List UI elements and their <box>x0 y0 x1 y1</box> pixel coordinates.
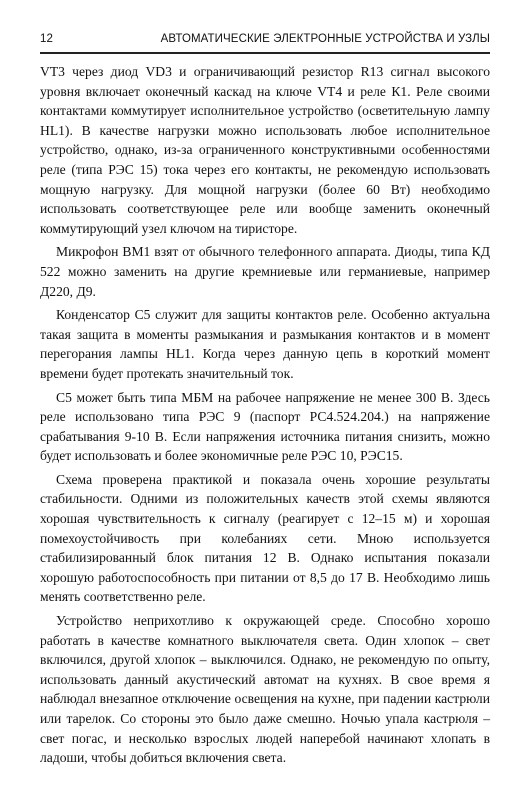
body-text <box>40 62 490 768</box>
paragraph-relay-type: С5 может быть типа МБМ на рабочее напряжение не менее 300 В. Здесь реле использовано типа РЭС 9 (паспорт РС4.524.204.) на напряжение срабатывания 9-10 В. Если напряжения источника питания снизить, можно будет использовать и более экономичные реле РЭС 10, РЭС15. <box>40 389 490 464</box>
paragraph-microphone: Микрофон ВМ1 взят от обычного телефонного аппарата. Диоды, типа КД 522 можно заменить на другие кремниевые или германиевые, например Д220, Д9. <box>40 244 490 299</box>
paragraph-stability: Схема проверена практикой и показала очень хорошие результаты стабильности. Одними из положительных качеств этой схемы являются хорошая чувствительность к сигналу (реагирует с 12–15 м) и хорошая помехоустойчивость при колебаниях сети. Мною используется стабилизированный блок питания 12 В. Однако испытания показали хорошую работоспособность при питании от 8,5 до 17 В. Необходимо лишь менять соответственно реле. <box>40 471 490 605</box>
header-rule <box>40 52 490 54</box>
page-number: 12 <box>40 33 53 45</box>
running-title: АВТОМАТИЧЕСКИЕ ЭЛЕКТРОННЫЕ УСТРОЙСТВА И УЗЛЫ <box>160 33 490 45</box>
paragraph-relay-output: VT3 через диод VD3 и ограничивающий резистор R13 сигнал высокого уровня включает оконечный каскад на ключе VT4 и реле К1. Реле своими контактами коммутирует исполнительное устройство (осветительную лампу HL1). В качестве нагрузки можно использовать любое исполнительное устройство, однако, из-за ограниченного конструктивными особенностями реле (типа РЭС 15) тока через его контакты, не рекомендую использовать мощную нагрузку. Для мощной нагрузки (более 60 Вт) необходимо использовать соответствующее реле или вообще заменить оконечный коммутирующий узел ключом на тиристоре. <box>40 64 490 236</box>
running-head <box>40 33 490 51</box>
paragraph-capacitor: Конденсатор С5 служит для защиты контактов реле. Особенно актуальна такая защита в моменты размыкания и размыкания контактов и в момент перегорания лампы HL1. Когда через данную цепь в короткий момент времени будет протекать значительный ток. <box>40 307 490 381</box>
paragraph-usage: Устройство неприхотливо к окружающей среде. Способно хорошо работать в качестве комнатного выключателя света. Один хлопок – свет включился, другой хлопок – выключился. Однако, не рекомендую по опыту, использовать данный акустический автомат на кухнях. В свое время я наблюдал внезапное отключение освещения на кухне, при падении кастрюли или тарелок. Со стороны это было даже смешно. Ночью упала кастрюля – свет погас, и несколько взрослых людей наперебой начинают хлопать в ладоши, чтобы добиться включения света. <box>40 613 490 766</box>
